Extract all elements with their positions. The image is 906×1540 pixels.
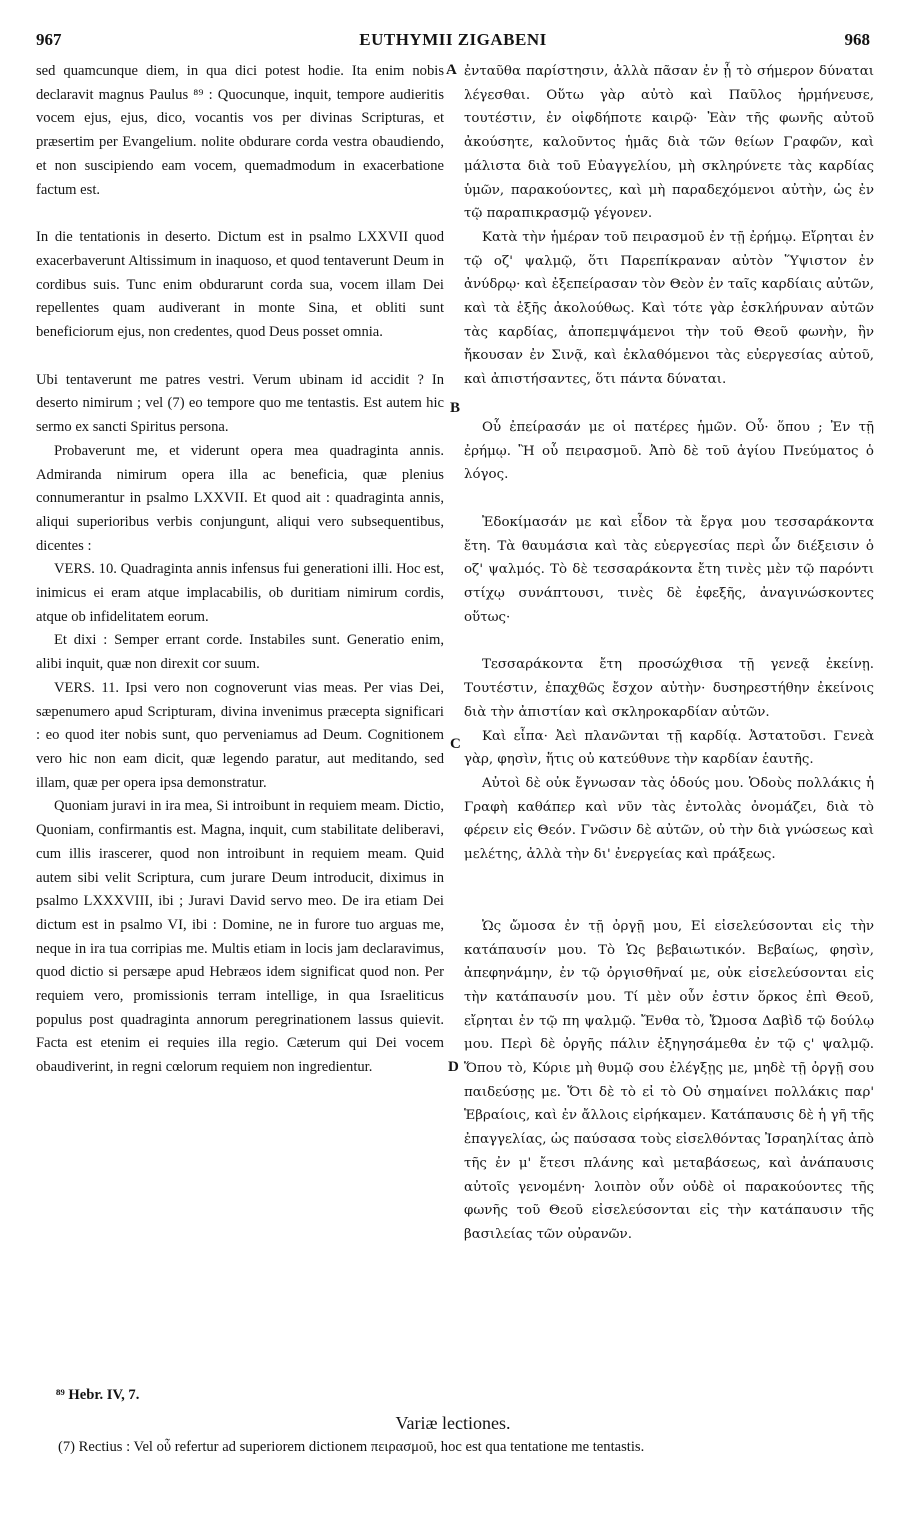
latin-paragraph: Et dixi : Semper errant corde. Instabiles sunt. Generatio enim, alibi inquit, quæ non direxit cor suum. — [36, 632, 444, 673]
latin-paragraph: VERS. 11. Ipsi vero non cognoverunt vias meas. Per vias Dei, sæpenumero apud Scripturam, divina invenimus præcepta significari : eo quod iter nobis sunt, quo perveniamus ad Deum. Cognitionem vero hic non eam dicit, quæ legendo paratur, aut meditando, sed illam, quæ per opera ipsa demonstratur. — [36, 679, 444, 791]
greek-paragraph: Ἐδοκίμασάν με καὶ εἶδον τὰ ἔργα μου τεσσαράκοντα ἔτη. Τὰ θαυμάσια καὶ τὰς εὐεργεσίας περὶ ὧν διέξεισιν ὁ οζ' ψαλμός. Τὸ δὲ τεσσαράκοντα ἔτη τινὲς μὲν τῷ παρόντι στίχῳ συνάπτουσι, τινὲς δὲ ἐφεξῆς, ἀναγινώσκοντες οὕτως· — [464, 514, 874, 625]
greek-paragraph: Ὡς ὤμοσα ἐν τῇ ὀργῇ μου, Εἰ εἰσελεύσονται εἰς τὴν κατάπαυσίν μου. Τὸ Ὡς βεβαιωτικόν. Βεβαίως, φησὶν, ἀπεφηνάμην, ἐν τῷ ὀργισθῆναί με, οὐκ εἰσελεύσονται εἰς τὴν κατάπαυσίν μου. Τί μὲν οὖν ἐστιν ὅρκος ἐπὶ Θεοῦ, εἴρηται ἐν τῷ πη ψαλμῷ. Ἔνθα τὸ, Ὤμοσα Δαβὶδ τῷ δούλῳ μου. Περὶ δὲ ὀργῆς πάλιν ἐξηγησάμεθα ἐν τῷ ς' ψαλμῷ. Ὅπου τὸ, Κύριε μὴ θυμῷ σου ἐλέγξῃς με, μηδὲ τῇ ὀργῇ σου παιδεύσῃς με. Ὅτι δὲ τὸ εἰ τὸ Οὐ σημαίνει πολλάκις παρ' Ἑβραίοις, καὶ ἐν ἄλλοις εἰρήκαμεν. Κατάπαυσις δὲ ἡ γῆ τῆς ἐπαγγελίας, ὡς παύσασα τοὺς εἰσελθόντας Ἰσραηλίτας ἀπὸ τῆς ἐν μ' ἔτεσι πλάνης καὶ μεταβάσεως, καὶ ἀνάπαυσις αὐτοῖς γενομένη· λοιπὸν οὖν οὐδὲ οἱ παρακούοντες τῆς φωνῆς τοῦ Θεοῦ εἰσελεύσονται εἰς τὴν κατάπαυσιν τῆς βασιλείας τῶν οὐρανῶν. — [464, 918, 874, 1242]
latin-paragraph: Quoniam juravi in ira mea, Si introibunt in requiem meam. Dictio, Quoniam, confirmantis est. Magna, inquit, cum stabilitate deliberavi, cum illis irascerer, quod non introibunt in requiem meam. Quid autem sibi velit Scriptura, cum jurare Deum introducit, diximus in psalmo LXXXVIII, ibi ; Juravi David servo meo. De ira etiam Dei dictum est in psalmo VI, ibi : Domine, ne in furore tuo arguas me, neque in ira tua corripias me. Multis etiam in locis jam declaravimus, quod dictio si persæpe apud Hebræos idem significat quod non. Per requiem vero, promissionis terram intellige, in qua Israeliticus populus post quadraginta annorum peregrinationem lassus quievit. Facta est etenim ei requies illa regio. Cæterum qui Dei vocem obaudiverint, in regni cœlorum requiem non ingredientur. — [36, 798, 444, 1076]
variae-lectiones-title: Variæ lectiones. — [395, 1413, 511, 1433]
greek-paragraph: Οὗ ἐπείρασάν με οἱ πατέρες ἡμῶν. Οὗ· ὅπου ; Ἐν τῇ ἐρήμῳ. Ἢ οὗ πειρασμοῦ. Ἀπὸ δὲ τοῦ ἁγίου Πνεύματος ὁ λόγος. — [464, 419, 874, 483]
margin-letter-d: D — [448, 1059, 459, 1075]
greek-paragraph: Κατὰ τὴν ἡμέραν τοῦ πειρασμοῦ ἐν τῇ ἐρήμῳ. Εἴρηται ἐν τῷ οζ' ψαλμῷ, ὅτι Παρεπίκραναν αὐτὸν Ὕψιστον ἐν ἀνύδρῳ· καὶ ἐξεπείρασαν τὸν Θεὸν ἐν ταῖς καρδίαις αὐτῶν, καὶ τὰ ἑξῆς ἀκολούθως. Καὶ τότε γὰρ ἐσκλήρυναν αὐτῶν τὰς καρδίας, ἀποπεμψάμενοι τὴν τοῦ Θεοῦ φωνὴν, ἣν ἤκουσαν ἐν Σινᾷ, καὶ ἐκλαθόμενοι τὰς εὐεργεσίας αὐτοῦ, καὶ ἀπιστήσαντες, ὅτι πάντα δύναται. — [464, 229, 874, 388]
footnote: ⁸⁹ Hebr. IV, 7. — [56, 1387, 140, 1403]
greek-column — [464, 60, 874, 1247]
page-number-left: 967 — [36, 30, 62, 49]
margin-letter-a: A — [446, 62, 457, 78]
latin-column — [36, 60, 444, 1080]
greek-paragraph: Αὐτοὶ δὲ οὐκ ἔγνωσαν τὰς ὁδούς μου. Ὁδοὺς πολλάκις ἡ Γραφὴ καθάπερ καὶ νῦν τὰς ἐντολὰς ὀνομάζει, διὰ τὸ φέρειν εἰς Θεόν. Γνῶσιν δὲ αὐτῶν, οὐ τὴν διὰ γνώσεως καὶ μελέτης, ἀλλὰ τὴν δι' ἐνεργείας καὶ πράξεως. — [464, 775, 874, 863]
greek-paragraph: Τεσσαράκοντα ἔτη προσώχθισα τῇ γενεᾷ ἐκείνῃ. Τουτέστιν, ἐπαχθῶς ἔσχον αὐτὴν· δυσηρεστήθην ἐκείνοις διὰ τὴν ἀπιστίαν καὶ σκληροκαρδίαν αὐτῶν. — [464, 657, 874, 720]
margin-letter-b: B — [450, 400, 461, 416]
running-title: EUTHYMII ZIGABENI — [359, 30, 547, 49]
latin-paragraph: In die tentationis in deserto. Dictum est in psalmo LXXVII quod exacerbaverunt Altissimum in inaquoso, et quod tentaverunt Deum in cordibus suis. Tunc enim obdurarunt corda sua, vocem illam Dei repellentes quam audiverant in monte Sina, et obliti sunt beneficiorum ejus, non credentes, quod Deus posset omnia. — [36, 229, 444, 341]
latin-paragraph: VERS. 10. Quadraginta annis infensus fui generationi illi. Hoc est, inimicus ei eram atque implacabilis, ob duritiam nimirum cordis, atque ob infidelitatem eorum. — [36, 561, 444, 625]
latin-paragraph: sed quamcunque diem, in qua dici potest hodie. Ita enim nobis declaravit magnus Paulus ⁸⁹ : Quocunque, inquit, tempore audieritis vocem ejus, ejus, dico, vocantis vos per divinas Scripturas, et præsertim per Evangelium. nolite obdurare corda vestra obaudiendo, et non suscipiendo eam vocem, quemadmodum in exacerbatione factum est. — [36, 63, 444, 198]
greek-paragraph: Καὶ εἶπα· Ἀεὶ πλανῶνται τῇ καρδίᾳ. Ἀστατοῦσι. Γενεὰ γὰρ, φησὶν, ἥτις οὐ κατεύθυνε τὴν καρδίαν ἑαυτῆς. — [464, 728, 874, 768]
greek-paragraph: ἐνταῦθα παρίστησιν, ἀλλὰ πᾶσαν ἐν ᾗ τὸ σήμερον δύναται λέγεσθαι. Οὕτω γὰρ αὐτὸ καὶ Παῦλος ἡρμήνευσε, τουτέστιν, ἐν οἱφδήποτε καιρῷ· Ἐὰν τῆς φωνῆς αὐτοῦ ἀκούσητε, καλοῦντος ἡμᾶς διὰ τῶν θείων Γραφῶν, καὶ μάλιστα διὰ τοῦ Εὐαγγελίου, μὴ σκληρύνετε τὰς καρδίας ὑμῶν, παρακούοντες, καὶ μὴ παραδεχόμενοι αὐτὴν, ὡς ἐν τῷ παραπικρασμῷ γέγονεν. — [464, 64, 874, 222]
latin-paragraph: Probaverunt me, et viderunt opera mea quadraginta annis. Admiranda nimirum opera illa ac beneficia, quæ plenius connumerantur in psalmo LXXVII. Et quod ait : quadraginta annis, aliqui superioribus verbis conjungunt, aliqui vero subsequentibus, dicentes : — [36, 442, 444, 554]
variae-lectiones-note: (7) Rectius : Vel οὗ refertur ad superiorem dictionem πειρασμοῦ, hoc est qua tentatione me tentastis. — [58, 1439, 645, 1455]
page-number-right: 968 — [844, 30, 870, 49]
latin-paragraph: Ubi tentaverunt me patres vestri. Verum ubinam id accidit ? In deserto nimirum ; vel (7) eo tempore quo me tentastis. Est autem hic sermo ex sancti Spiritus persona. — [36, 371, 444, 436]
page-header — [36, 30, 870, 54]
margin-letter-c: C — [450, 736, 461, 752]
